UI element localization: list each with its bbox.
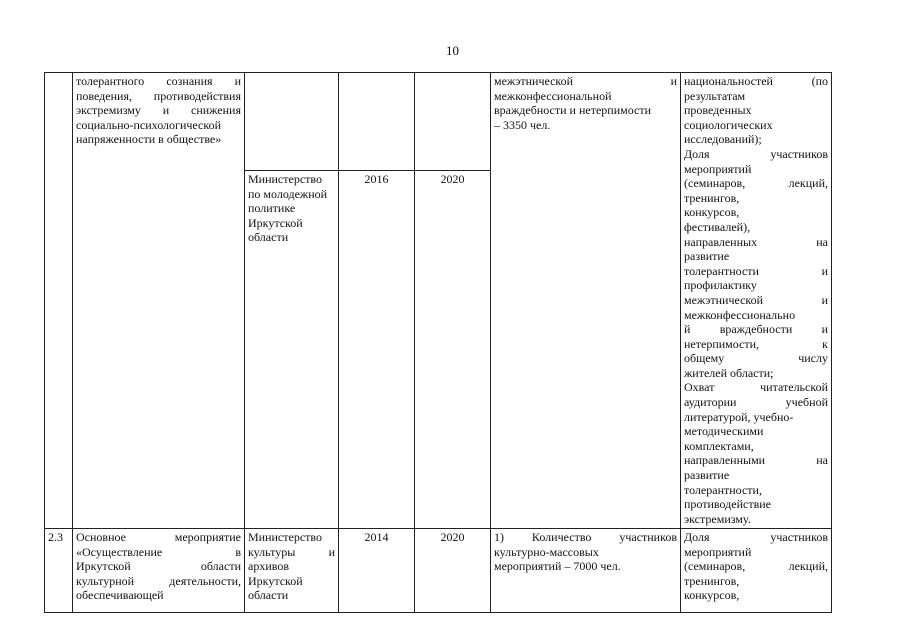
indicator-line: тренингов, (684, 573, 740, 588)
indicator-line: межконфессионально (684, 307, 796, 322)
measure-name-line: обеспечивающей (76, 588, 164, 603)
measure-name-line: культурной деятельности, (76, 573, 241, 588)
result-line: межконфессиональной (494, 88, 612, 103)
cell-executor (245, 171, 339, 529)
cell-start-year: 2016 (339, 171, 415, 529)
result-line: межэтнической и (494, 74, 677, 88)
table-row (45, 73, 832, 171)
indicator-line: мероприятий (684, 161, 752, 176)
cell-end-year: 2020 (415, 171, 491, 529)
indicator-line: исследований); (684, 132, 762, 147)
indicator-line: Доля участников (684, 530, 828, 544)
indicator-line: конкурсов, (684, 588, 740, 603)
cell-result (491, 529, 681, 613)
indicator-line: (семинаров, лекций, (684, 176, 828, 191)
executor-line: по молодежной (248, 186, 328, 201)
cell-indicator (681, 73, 832, 529)
cell-number (45, 73, 73, 529)
cell-indicator (681, 529, 832, 613)
indicator-line: направленными на (684, 453, 828, 468)
cell-result (491, 73, 681, 529)
measure-name-line: экстремизму и снижения (76, 103, 241, 118)
indicator-line: нетерпимости, к (684, 336, 828, 351)
executor-line: Министерство (248, 530, 322, 544)
indicator-line: (семинаров, лекций, (684, 559, 828, 574)
indicator-line: жителей области; (684, 365, 774, 380)
indicator-line: социологических (684, 117, 773, 132)
indicator-line: направленных на (684, 234, 828, 249)
table-row (45, 529, 832, 613)
page-number: 10 (446, 43, 459, 58)
indicator-line: методическими (684, 424, 764, 439)
result-line: враждебности и нетерпимости (494, 103, 652, 118)
measure-name-line: Основное мероприятие (76, 530, 241, 544)
indicator-line: профилактику (684, 278, 757, 293)
result-line: 1) Количество участников (494, 530, 677, 544)
indicator-line: толерантности, (684, 482, 762, 497)
indicator-line: развитие (684, 249, 730, 264)
result-line: – 3350 чел. (494, 117, 551, 132)
measure-name-line: толерантного сознания и (76, 74, 241, 88)
indicator-line: толерантности и (684, 263, 828, 278)
measure-name-line: «Осуществление в (76, 544, 241, 559)
indicator-line: национальностей (по (684, 74, 828, 88)
executor-line: культуры и (248, 544, 335, 559)
indicator-line: проведенных (684, 103, 752, 118)
executor-line: политике (248, 201, 296, 216)
indicator-line: развитие (684, 468, 730, 483)
indicator-line: Охват читательской (684, 380, 828, 395)
measure-name-line: напряженности в обществе» (76, 132, 222, 147)
cell-number: 2.3 (45, 529, 73, 613)
executor-line: области (248, 230, 289, 245)
indicator-line: комплектами, (684, 438, 754, 453)
measure-name-line: социально-психологической (76, 117, 221, 132)
indicator-line: Доля участников (684, 146, 828, 161)
cell-end-year (415, 73, 491, 171)
indicator-line: общему числу (684, 351, 828, 366)
indicator-line: межэтнической и (684, 292, 828, 307)
executor-line: Иркутской (248, 215, 303, 230)
measure-name-line: Иркутской области (76, 559, 241, 574)
program-table (44, 72, 832, 613)
indicator-line: мероприятий (684, 544, 752, 559)
measure-name-line: поведения, противодействия (76, 88, 241, 103)
cell-end-year: 2020 (415, 529, 491, 613)
indicator-line: конкурсов, (684, 205, 740, 220)
result-line: мероприятий – 7000 чел. (494, 559, 621, 574)
cell-measure-name (73, 529, 245, 613)
cell-executor (245, 529, 339, 613)
indicator-line: результатам (684, 88, 746, 103)
result-line: культурно-массовых (494, 544, 599, 559)
cell-start-year (339, 73, 415, 171)
indicator-line: литературой, учебно- (684, 409, 794, 424)
executor-line: области (248, 588, 289, 603)
indicator-line: тренингов, (684, 190, 740, 205)
indicator-line: фестивалей), (684, 219, 751, 234)
cell-start-year: 2014 (339, 529, 415, 613)
indicator-line: й враждебности и (684, 322, 828, 337)
indicator-line: аудитории учебной (684, 395, 828, 410)
indicator-line: противодействие (684, 497, 772, 512)
cell-measure-name (73, 73, 245, 529)
executor-line: Министерство (248, 172, 322, 186)
indicator-line: экстремизму. (684, 511, 751, 526)
cell-executor (245, 73, 339, 171)
executor-line: Иркутской (248, 573, 303, 588)
executor-line: архивов (248, 559, 289, 574)
